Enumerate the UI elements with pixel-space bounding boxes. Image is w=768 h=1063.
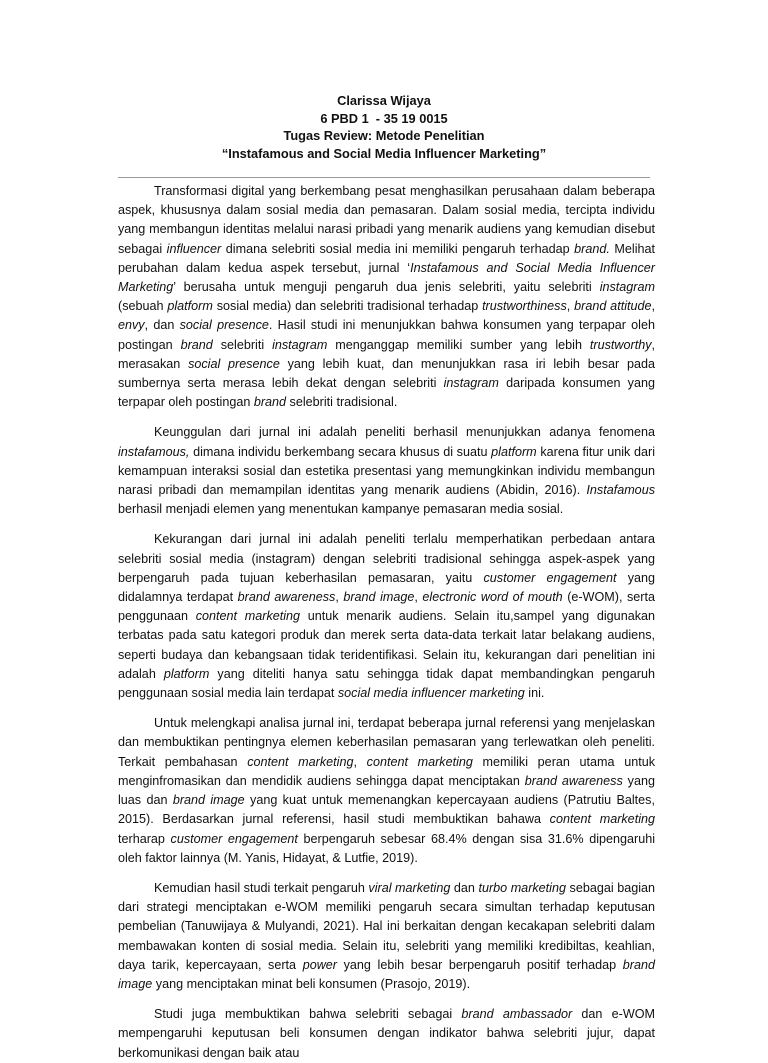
- text-run: dimana selebriti sosial media ini memiliki pengaruh terhadap: [221, 241, 575, 256]
- italic-term: brand: [253, 395, 287, 410]
- text-run: Kemudian hasil studi terkait pengaruh: [154, 880, 369, 895]
- text-run: sebagai bagian dari strategi menciptakan e-WOM memiliki pengaruh secara simultan terhadap keputusan pembelian (Tanuwijaya & Mulyandi, 2021). Hal ini berkaitan dengan kecakapan selebriti dalam membawakan konten di sosial media. Selain itu, selebriti yang memiliki kredibiltas, keahlian, daya tarik, kepercayaan, serta: [118, 880, 656, 972]
- text-run: Keunggulan dari jurnal ini adalah peneliti berhasil menunjukkan adanya fenomena: [154, 425, 655, 440]
- text-run: Transformasi digital yang berkembang pesat menghasilkan perusahaan dalam beberapa aspek, khususnya dalam sosial media dan pemasaran. Dalam sosial media, tercipta individu yang membangun identitas melalui narasi pribadi yang menarik audiens yang kemudian disebut sebagai: [118, 184, 655, 256]
- text-run: selebriti: [212, 337, 273, 352]
- text-run: yang diteliti hanya satu sehingga tidak dapat membandingkan pengaruh penggunaan sosial media lain terdapat: [118, 666, 655, 701]
- italic-term: Instafamous: [586, 483, 655, 498]
- text-run: , merasakan: [118, 337, 655, 371]
- paragraph: [118, 714, 655, 868]
- italic-term: content marketing: [247, 754, 354, 769]
- italic-term: envy: [118, 318, 145, 333]
- text-run: Studi juga membuktikan bahwa selebriti sebagai: [154, 1007, 462, 1022]
- italic-term: viral marketing: [368, 880, 451, 895]
- text-run: Kekurangan dari jurnal ini adalah peneliti terlalu memperhatikan perbedaan antara selebriti sosial media (instagram) dengan selebriti tradisional sehingga aspek-aspek yang berpengaruh pada tujuan keberhasilan pemasaran, yaitu: [118, 532, 655, 585]
- text-run: memiliki peran utama untuk menginfromasikan dan mendidik audiens sehingga dapat menciptakan: [118, 754, 655, 788]
- text-run: dimana individu berkembang secara khusus di suatu: [189, 444, 492, 459]
- journal-title: “Instafamous and Social Media Influencer Marketing”: [221, 145, 547, 161]
- text-run: , dan: [144, 318, 180, 333]
- text-run: sosial media) dan selebriti tradisional terhadap: [212, 299, 483, 314]
- italic-term: social media influencer marketing: [337, 686, 525, 701]
- italic-term: brand ambassador: [461, 1007, 573, 1022]
- italic-term: Instafamous and Social Media Influencer Marketing: [118, 260, 655, 295]
- text-run: (e-WOM), serta penggunaan: [118, 590, 656, 624]
- italic-term: platform: [167, 299, 213, 314]
- italic-term: turbo marketing: [478, 880, 566, 895]
- assignment-title: Tugas Review: Metode Penelitian: [283, 128, 485, 143]
- italic-term: social presence: [179, 318, 269, 333]
- italic-term: social presence: [188, 356, 280, 371]
- italic-term: content marketing: [195, 609, 301, 624]
- text-run: Untuk melengkapi analisa jurnal ini, terdapat beberapa jurnal referensi yang menjelaskan dan membuktikan pentingnya elemen keberhasilan pemasaran yang terlewatkan oleh peneliti. Terkait pembahasan: [118, 716, 655, 769]
- paragraph: [118, 1005, 655, 1063]
- text-run: menganggap memiliki sumber yang lebih: [327, 337, 590, 352]
- header-divider: [118, 177, 650, 178]
- paragraph: [118, 182, 655, 412]
- italic-term: brand: [180, 337, 213, 352]
- italic-term: instagram: [443, 376, 499, 391]
- italic-term: brand image: [118, 957, 655, 991]
- italic-term: trustworthiness: [482, 299, 567, 314]
- text-run: berhasil menjadi elemen yang menentukan kampanye pemasaran media sosial.: [118, 502, 564, 517]
- document-header: [110, 92, 658, 162]
- text-run: selebriti tradisional.: [286, 395, 398, 410]
- text-run: dan: [450, 880, 479, 895]
- italic-term: customer engagement: [170, 831, 298, 846]
- italic-term: instafamous,: [118, 444, 190, 459]
- italic-term: content marketing: [366, 754, 473, 769]
- text-run: ,: [335, 590, 344, 605]
- paragraph: [118, 423, 655, 519]
- italic-term: customer engagement: [483, 570, 617, 585]
- text-run: yang lebih besar berpengaruh positif terhadap: [337, 957, 623, 972]
- text-run: dan e-WOM mempengaruhi keputusan beli konsumen dengan indikator bahwa selebriti jujur, dapat berkomunikasi dengan baik atau: [118, 1007, 655, 1060]
- text-run: Melihat perubahan dalam kedua aspek tersebut, jurnal ‘: [118, 241, 655, 275]
- text-run: ,: [353, 754, 367, 769]
- paragraph: [118, 879, 655, 994]
- italic-term: trustworthy: [589, 337, 652, 352]
- student-id: 6 PBD 1 - 35 19 0015: [320, 110, 448, 126]
- document-body: [118, 182, 655, 1063]
- text-run: untuk menarik audiens. Selain itu,sampel yang digunakan terbatas pada satu kategori produk dan merek serta data-data terkait latar belakang audiens, seperti budaya dan kebangsaan tidak teridentifikasi. Selain itu, kekurangan dari penelitian ini adalah: [118, 609, 656, 681]
- italic-term: brand awareness: [524, 773, 623, 788]
- text-run: ,: [566, 299, 575, 314]
- paragraph: [118, 530, 655, 703]
- text-run: ,: [414, 590, 423, 605]
- text-run: yang luas dan: [118, 773, 655, 808]
- italic-term: platform: [163, 666, 210, 681]
- italic-term: brand image: [343, 590, 415, 605]
- text-run: ,: [651, 299, 655, 314]
- text-run: karena fitur unik dari kemampuan interaksi sosial dan estetika presentasi yang memungkinkan individu membangun narasi pribadi dan memampilan identitas yang menarik audiens (Abidin, 2016).: [118, 444, 655, 498]
- text-run: daripada konsumen yang terpapar oleh postingan: [118, 376, 655, 410]
- italic-term: brand image: [172, 793, 245, 808]
- italic-term: brand awareness: [237, 590, 336, 605]
- text-run: ini.: [524, 686, 545, 701]
- italic-term: content marketing: [549, 812, 655, 827]
- text-run: . Hasil studi ini menunjukkan bahwa konsumen yang terpapar oleh postingan: [118, 318, 655, 352]
- italic-term: instagram: [272, 337, 328, 352]
- text-run: yang didalamnya terdapat: [118, 570, 656, 605]
- text-run: yang lebih kuat, dan menunjukkan rasa iri lebih besar pada sumbernya serta merasa lebih dekat dengan selebriti: [118, 356, 655, 391]
- text-run: ’ berusaha untuk menguji pengaruh dua jenis selebriti, yaitu selebriti: [173, 280, 600, 295]
- italic-term: instagram: [599, 280, 655, 295]
- italic-term: electronic word of mouth: [422, 590, 563, 605]
- text-run: (sebuah: [118, 299, 168, 314]
- italic-term: platform: [491, 444, 537, 459]
- italic-term: brand.: [574, 241, 610, 256]
- italic-term: power: [302, 957, 337, 972]
- text-run: berpengaruh sebesar 68.4% dengan sisa 31.6% dipengaruhi oleh faktor lainnya (M. Yanis, Hidayat, & Lutfie, 2019).: [118, 831, 656, 865]
- italic-term: influencer: [166, 241, 222, 256]
- text-run: terharap: [118, 831, 171, 846]
- text-run: yang kuat untuk memenangkan kepercayaan audiens (Patrutiu Baltes, 2015). Berdasarkan jurnal referensi, hasil studi membuktikan bahawa: [118, 793, 655, 827]
- text-run: yang menciptakan minat beli konsumen (Prasojo, 2019).: [152, 976, 471, 991]
- author-name: Clarissa Wijaya: [337, 93, 431, 108]
- italic-term: brand attitude: [574, 299, 652, 314]
